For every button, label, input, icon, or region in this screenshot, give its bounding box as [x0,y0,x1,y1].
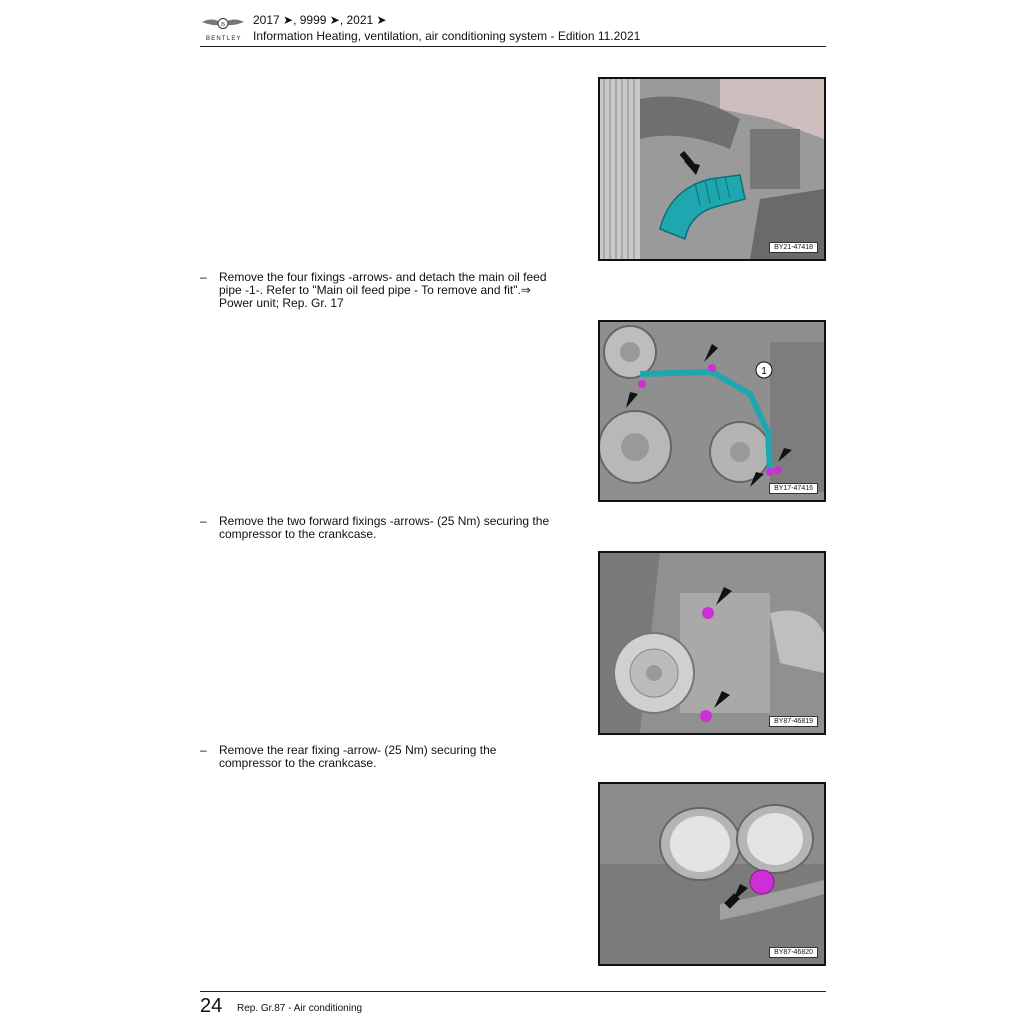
figure-code: BY17-47416 [769,483,818,494]
step-text: Remove the rear fixing -arrow- (25 Nm) securing the compressor to the crankcase. [219,743,497,770]
instruction-step: – Remove the four fixings -arrows- and detach the main oil feed pipe -1-. Refer to "Main oil feed pipe - To remove and fit".⇒ Power unit; Rep. Gr. 17 [200,271,560,313]
figure-oil-feed-pipe [598,320,826,502]
page-number: 24 [200,995,223,1017]
svg-text:B: B [220,22,226,28]
figure-compressor-forward [598,551,826,735]
model-years: 2017 ➤, 9999 ➤, 2021 ➤ [253,13,387,27]
bentley-logo: B BENTLEY [200,14,246,48]
instruction-step: – Remove the rear fixing -arrow- (25 Nm) securing the compressor to the crankcase. [200,744,560,772]
figure-code: BY21-47418 [769,242,818,253]
step-text: Remove the four fixings -arrows- and detach the main oil feed pipe -1-. Refer to "Main oil feed pipe - To remove and fit".⇒ Power unit; Rep. Gr. 17 [219,270,547,310]
page-header [200,10,826,47]
step-text: Remove the two forward fixings -arrows- (25 Nm) securing the compressor to the crankcase. [219,514,550,541]
page-footer [200,991,826,1022]
instruction-step: – Remove the two forward fixings -arrows- (25 Nm) securing the compressor to the crankcase. [200,515,560,543]
figure-intake-hose [598,77,826,261]
section-title: Rep. Gr.87 - Air conditioning [237,1003,363,1014]
figure-code: BY87-46820 [769,947,818,958]
figure-compressor-rear [598,782,826,966]
callout-number: 1 [761,366,767,377]
document-title: Information Heating, ventilation, air conditioning system - Edition 11.2021 [253,29,641,43]
figure-code: BY87-46819 [769,716,818,727]
